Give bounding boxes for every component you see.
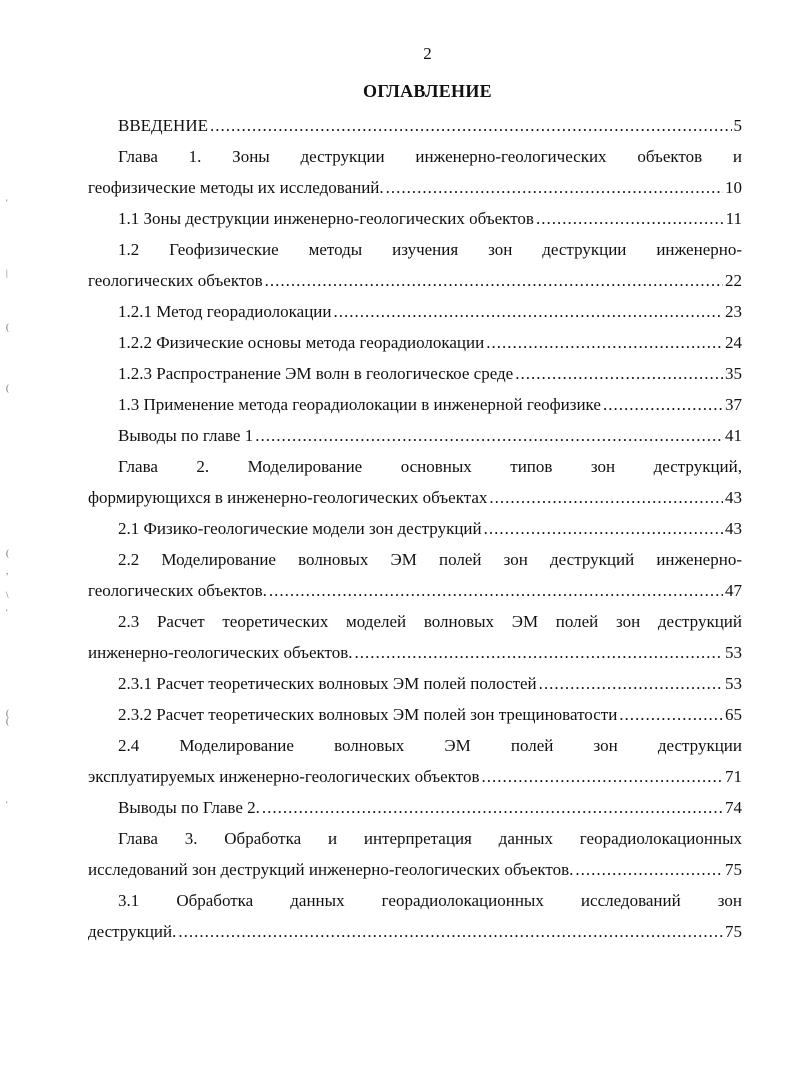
dot-leader: [486, 327, 723, 358]
toc-entry: [88, 668, 742, 699]
toc-page-number: 75: [725, 922, 742, 941]
toc-entry-text: Выводы по Главе 2.: [118, 798, 260, 817]
scan-mark: (: [6, 322, 9, 332]
toc-page-number: 43: [725, 488, 742, 507]
toc-entry-text: формирующихся в инженерно-геологических объектах: [88, 488, 488, 507]
scan-mark: (: [6, 716, 9, 726]
toc-entry-text: эксплуатируемых инженерно-геологических объектов: [88, 767, 480, 786]
toc-entry-text: Выводы по главе 1: [118, 426, 254, 445]
dot-leader: [269, 575, 723, 606]
toc-entry-text: ВВЕДЕНИЕ: [118, 116, 208, 135]
toc-entry: [88, 606, 742, 668]
toc-page-number: 41: [725, 426, 742, 445]
toc-entry-text: инженерно-геологических объектов.: [88, 643, 353, 662]
dot-leader: [603, 389, 723, 420]
toc-entry-text: 2.3 Расчет теоретических моделей волновых ЭМ полей зон деструкций: [118, 612, 742, 631]
dot-leader: [484, 513, 723, 544]
scan-mark: (: [6, 548, 9, 558]
toc-entry-text: 2.2 Моделирование волновых ЭМ полей зон деструкций инженерно-: [118, 550, 742, 569]
toc-entry: [88, 203, 742, 234]
dot-leader: [515, 358, 723, 389]
dot-leader: [262, 792, 723, 823]
dot-leader: [575, 854, 723, 885]
dot-leader: [178, 916, 723, 947]
scan-mark: ,: [6, 566, 9, 576]
toc-entry-text: 2.3.1 Расчет теоретических волновых ЭМ полей полостей: [118, 674, 537, 693]
scan-mark: ': [6, 608, 8, 618]
toc-entry: [88, 885, 742, 947]
dot-leader: [265, 265, 723, 296]
toc-entry: [88, 730, 742, 792]
page-number: 2: [423, 44, 432, 63]
toc-entry-text: деструкций.: [88, 922, 177, 941]
toc-entry-text: геологических объектов: [88, 271, 263, 290]
toc-entry: [88, 451, 742, 513]
toc-page-number: 37: [725, 395, 742, 414]
toc-entry: [88, 110, 742, 141]
toc-entry-text: геологических объектов.: [88, 581, 267, 600]
toc-page-number: 75: [725, 860, 742, 879]
toc-entry: [88, 389, 742, 420]
toc-entry: [88, 823, 742, 885]
dot-leader: [210, 110, 732, 141]
toc-page-number: 43: [725, 519, 742, 538]
toc-page-number: 71: [725, 767, 742, 786]
dot-leader: [355, 637, 723, 668]
toc-entry-text: Глава 2. Моделирование основных типов зон деструкций,: [118, 457, 742, 476]
dot-leader: [481, 761, 723, 792]
toc-page-number: 23: [725, 302, 742, 321]
toc-entry-text: Глава 3. Обработка и интерпретация данных георадиолокационных: [118, 829, 742, 848]
scan-mark: (: [6, 383, 9, 393]
toc-entry-text: 3.1 Обработка данных георадиолокационных исследований зон: [118, 891, 742, 910]
toc-entry-text: 2.4 Моделирование волновых ЭМ полей зон деструкции: [118, 736, 742, 755]
toc-entry-text: 2.1 Физико-геологические модели зон деструкций: [118, 519, 482, 538]
scan-mark: (: [6, 708, 9, 718]
toc-entry-text: 1.2.1 Метод георадиолокации: [118, 302, 332, 321]
toc-title: ОГЛАВЛЕНИЕ: [363, 81, 492, 101]
dot-leader: [536, 203, 724, 234]
scan-mark: ': [6, 800, 8, 810]
toc-page-number: 53: [725, 643, 742, 662]
dot-leader: [489, 482, 723, 513]
toc-page-number: 5: [733, 116, 742, 135]
dot-leader: [619, 699, 723, 730]
toc-page-number: 53: [725, 674, 742, 693]
dot-leader: [334, 296, 724, 327]
toc-entry-text: 1.2.3 Распространение ЭМ волн в геологическое среде: [118, 364, 514, 383]
toc-entry-text: исследований зон деструкций инженерно-геологических объектов.: [88, 860, 574, 879]
toc-entry-text: 1.1 Зоны деструкции инженерно-геологических объектов: [118, 209, 534, 228]
toc-page-number: 11: [725, 209, 742, 228]
toc-entry: [88, 699, 742, 730]
scan-mark: ': [6, 198, 8, 208]
table-of-contents: [88, 110, 742, 947]
toc-entry-text: 1.2.2 Физические основы метода георадиолокации: [118, 333, 485, 352]
toc-entry: [88, 358, 742, 389]
toc-page-number: 74: [725, 798, 742, 817]
toc-entry-text: 2.3.2 Расчет теоретических волновых ЭМ полей зон трещиноватости: [118, 705, 618, 724]
toc-entry-text: 1.2 Геофизические методы изучения зон деструкции инженерно-: [118, 240, 742, 259]
toc-entry: [88, 296, 742, 327]
scan-mark: |: [6, 268, 8, 278]
toc-entry-text: геофизические методы их исследований.: [88, 178, 384, 197]
toc-entry: [88, 141, 742, 203]
toc-entry-text: 1.3 Применение метода георадиолокации в инженерной геофизике: [118, 395, 601, 414]
dot-leader: [255, 420, 723, 451]
toc-entry: [88, 544, 742, 606]
toc-entry: [88, 327, 742, 358]
toc-page-number: 10: [725, 178, 742, 197]
toc-page-number: 47: [725, 581, 742, 600]
dot-leader: [386, 172, 723, 203]
toc-page-number: 35: [725, 364, 742, 383]
toc-page-number: 65: [725, 705, 742, 724]
dot-leader: [539, 668, 723, 699]
scan-mark: \: [6, 590, 9, 600]
toc-entry-text: Глава 1. Зоны деструкции инженерно-геологических объектов и: [118, 147, 742, 166]
toc-entry: [88, 234, 742, 296]
toc-entry: [88, 513, 742, 544]
toc-page-number: 24: [725, 333, 742, 352]
toc-entry: [88, 420, 742, 451]
toc-entry: [88, 792, 742, 823]
toc-page-number: 22: [725, 271, 742, 290]
